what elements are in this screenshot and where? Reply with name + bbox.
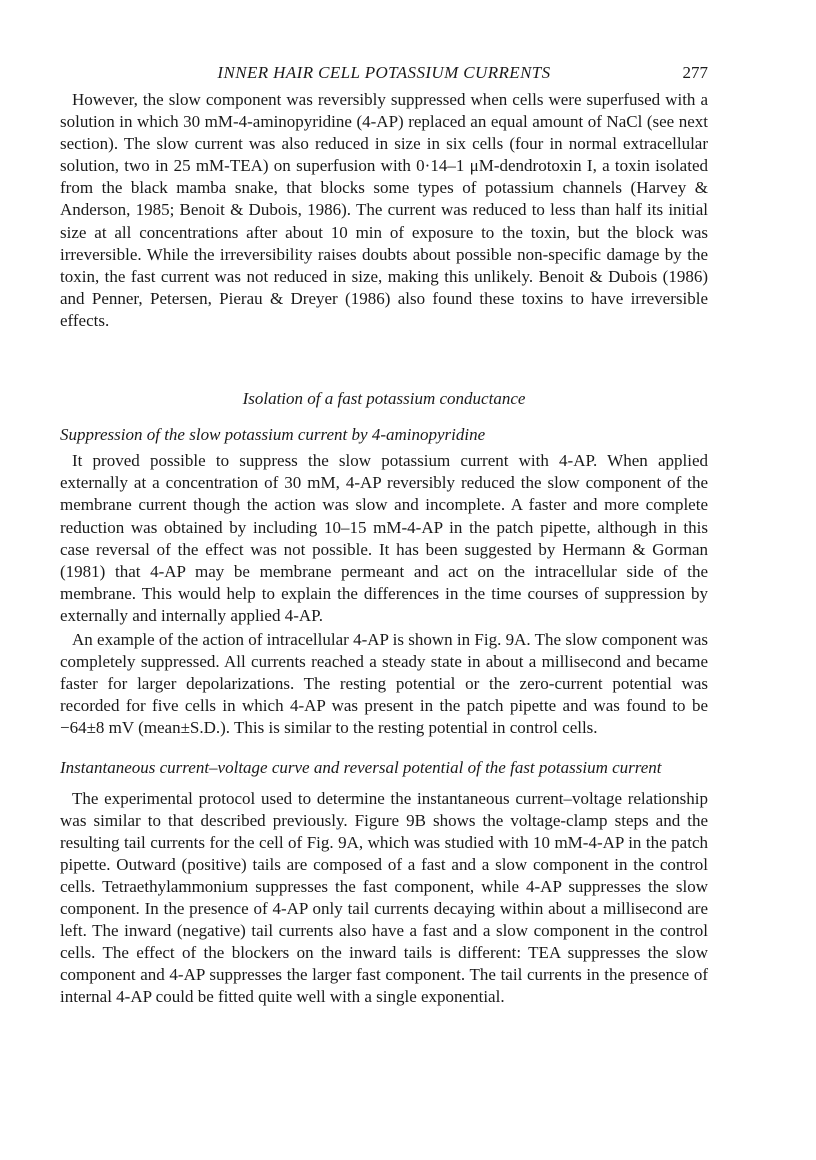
paragraph-iv-protocol: The experimental protocol used to determine the instantaneous current–voltage relationship was similar to that described previously. Figure 9B shows the voltage-clamp steps and the resulting tail currents for the cell of Fig. 9A, which was studied with 10 mM-4-AP in the patch pipette. Outward (positive) tails are composed of a fast and a slow component in the control cells. Tetraethylammonium suppresses the fast component, while 4-AP suppresses the slow component. In the presence of 4-AP only tail currents decaying within about a millisecond are left. The inward (negative) tail currents also have a fast and a slow component in the control cells. The effect of the blockers on the inward tails is different: TEA suppresses the slow component and 4-AP suppresses the larger fast component. The tail currents in the presence of internal 4-AP could be fitted quite well with a single exponential. — [60, 788, 708, 1007]
subsection-heading-4ap: Suppression of the slow potassium current by 4-aminopyridine — [60, 425, 486, 445]
subsection-heading-iv-curve: Instantaneous current–voltage curve and reversal potential of the fast potassium current — [60, 758, 662, 778]
paragraph-intracellular-4ap: An example of the action of intracellular 4-AP is shown in Fig. 9A. The slow component was completely suppressed. All currents reached a steady state in about a millisecond and became faster for larger depolarizations. The resting potential or the zero-current potential was recorded for five cells in which 4-AP was present in the patch pipette and was found to be −64±8 mV (mean±S.D.). This is similar to the resting potential in control cells. — [60, 629, 708, 738]
running-title: INNER HAIR CELL POTASSIUM CURRENTS — [217, 63, 551, 82]
page-number: 277 — [682, 63, 708, 82]
section-heading: Isolation of a fast potassium conductance — [242, 389, 526, 409]
paragraph-dendrotoxin: However, the slow component was reversibly suppressed when cells were superfused with a solution in which 30 mM-4-aminopyridine (4-AP) replaced an equal amount of NaCl (see next section). The slow current was also reduced in size in six cells (four in normal extracellular solution, two in 25 mM-TEA) on superfusion with 0·14–1 μM-dendrotoxin I, a toxin isolated from the black mamba snake, that blocks some types of potassium channels (Harvey & Anderson, 1985; Benoit & Dubois, 1986). The current was reduced to less than half its initial size at all concentrations after about 10 min of exposure to the toxin, but the block was irreversible. While the irreversibility raises doubts about possible non-specific damage by the toxin, the fast current was not reduced in size, making this unlikely. Benoit & Dubois (1986) and Penner, Petersen, Pierau & Dreyer (1986) also found these toxins to have irreversible effects. — [60, 90, 708, 330]
running-header — [60, 62, 708, 84]
page-body — [60, 62, 708, 1008]
paragraph-4ap-suppression: It proved possible to suppress the slow potassium current with 4-AP. When applied externally at a concentration of 30 mM, 4-AP reversibly reduced the slow component of the membrane current though the action was slow and incomplete. A faster and more complete reduction was obtained by including 10–15 mM-4-AP in the patch pipette, although in this case reversal of the effect was not possible. It has been suggested by Hermann & Gorman (1981) that 4-AP may be membrane permeant and act on the intracellular side of the membrane. This would help to explain the differences in the time courses of suppression by externally and internally applied 4-AP. — [60, 451, 708, 625]
